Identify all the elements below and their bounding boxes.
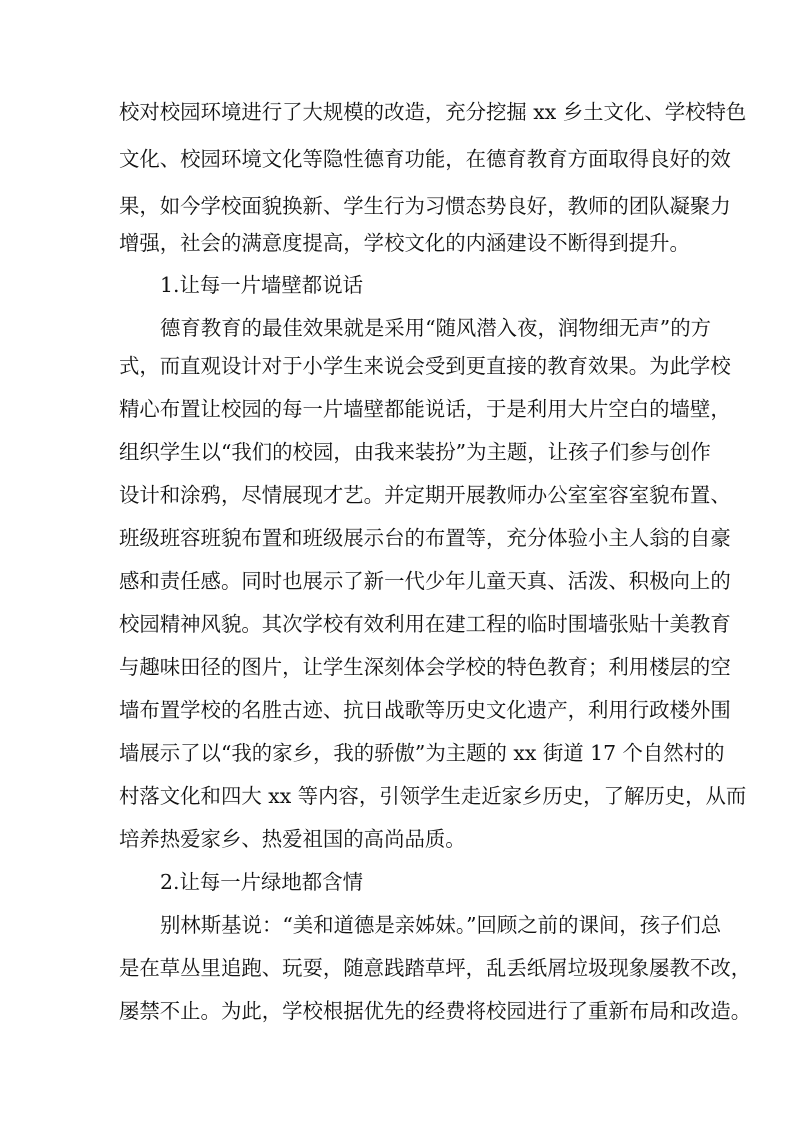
- heading-text: 1.让每一片墙壁都说话: [160, 273, 363, 297]
- paragraph-line: [0, 735, 793, 771]
- text-line: 校对校园环境进行了大规模的改造，充分挖掘 xx 乡土文化、学校特色: [119, 100, 747, 124]
- paragraph-line: [0, 310, 793, 346]
- text-line: 是在草丛里追跑、玩耍，随意践踏草坪，乱丢纸屑垃圾现象屡教不改，: [119, 956, 752, 980]
- paragraph-line: [0, 606, 793, 642]
- text-line: 墙布置学校的名胜古迹、抗日战歌等历史文化遗产，利用行政楼外围: [119, 698, 731, 722]
- paragraph-line: [0, 477, 793, 513]
- text-line: 设计和涂鸦，尽情展现才艺。并定期开展教师办公室室容室貌布置、: [119, 483, 731, 507]
- text-line: 式，而直观设计对于小学生来说会受到更直接的教育效果。为此学校: [119, 354, 731, 378]
- paragraph-line: [0, 563, 793, 599]
- text-line: 屡禁不止。为此，学校根据优先的经费将校园进行了重新布局和改造。: [119, 999, 752, 1023]
- text-line: 墙展示了以“我的家乡，我的骄傲”为主题的 xx 街道 17 个自然村的: [119, 741, 725, 765]
- paragraph-line: [0, 907, 793, 943]
- paragraph-line: [0, 225, 793, 261]
- text-line: 德育教育的最佳效果就是采用“随风潜入夜，润物细无声”的方: [160, 316, 712, 340]
- paragraph-line: [0, 434, 793, 470]
- text-line: 文化、校园环境文化等隐性德育功能，在德育教育方面取得良好的效: [119, 147, 731, 171]
- paragraph-line: [0, 778, 793, 814]
- paragraph-line: [0, 692, 793, 728]
- text-line: 村落文化和四大 xx 等内容，引领学生走近家乡历史，了解历史，从而: [119, 784, 747, 808]
- paragraph-line: [0, 348, 793, 384]
- text-line: 班级班容班貌布置和班级展示台的布置等，充分体验小主人翁的自豪: [119, 526, 731, 550]
- text-line: 增强，社会的满意度提高，学校文化的内涵建设不断得到提升。: [119, 231, 690, 255]
- paragraph-line: [0, 188, 793, 224]
- text-line: 感和责任感。同时也展示了新一代少年儿童天真、活泼、积极向上的: [119, 569, 731, 593]
- paragraph-line: [0, 141, 793, 177]
- paragraph-line: [0, 520, 793, 556]
- paragraph-line: [0, 993, 793, 1029]
- text-line: 与趣味田径的图片，让学生深刻体会学校的特色教育；利用楼层的空: [119, 655, 731, 679]
- paragraph-line: [0, 94, 793, 130]
- paragraph-line: [0, 391, 793, 427]
- text-line: 果，如今学校面貌换新、学生行为习惯态势良好，教师的团队凝聚力: [119, 194, 731, 218]
- text-line: 校园精神风貌。其次学校有效利用在建工程的临时围墙张贴十美教育: [119, 612, 731, 636]
- paragraph-line: [0, 950, 793, 986]
- text-line: 别林斯基说：“美和道德是亲姊妹。”回顾之前的课间，孩子们总: [160, 913, 722, 937]
- text-line: 培养热爱家乡、热爱祖国的高尚品质。: [119, 827, 466, 851]
- section-heading: [0, 267, 793, 303]
- paragraph-line: [0, 821, 793, 857]
- section-heading: [0, 864, 793, 900]
- text-line: 精心布置让校园的每一片墙壁都能说话，于是利用大片空白的墙壁，: [119, 397, 731, 421]
- heading-text: 2.让每一片绿地都含情: [160, 870, 363, 894]
- text-line: 组织学生以“我们的校园，由我来装扮”为主题，让孩子们参与创作: [119, 440, 711, 464]
- paragraph-line: [0, 649, 793, 685]
